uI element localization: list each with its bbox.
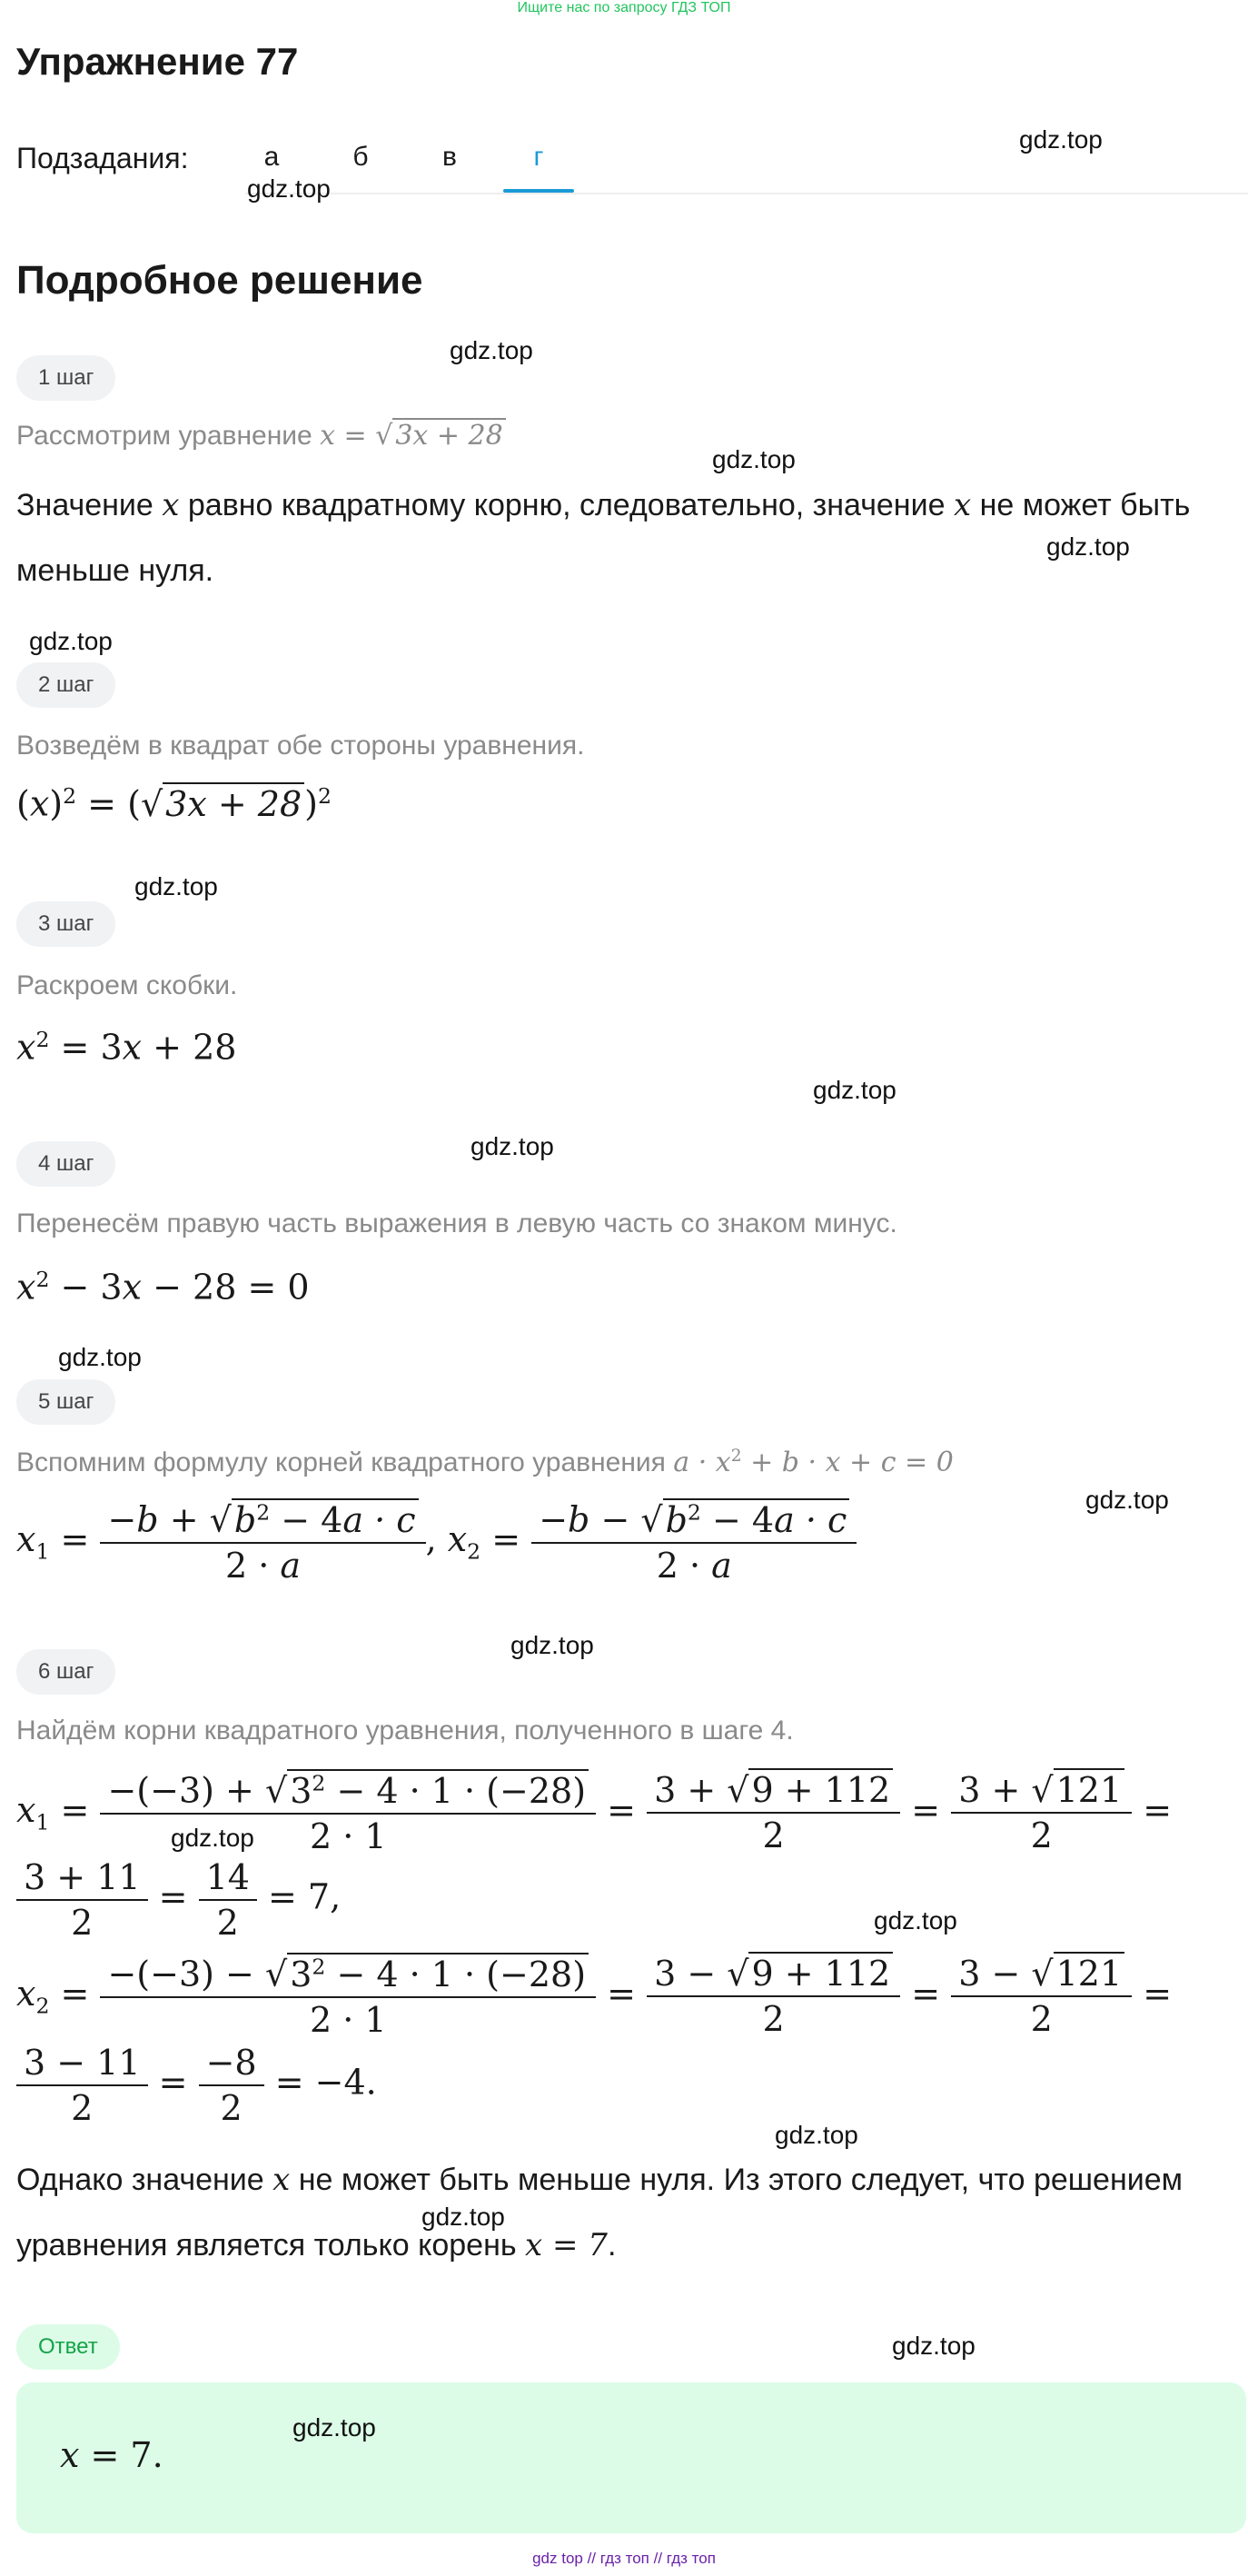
step-4-formula: $x^2 - 3x - 28 = 0$ (16, 1267, 310, 1308)
solution-title: Подробное решение (16, 258, 423, 303)
step-1-text-part3: не может быть меньше нуля. (16, 488, 1191, 588)
step-3-hint: Раскроем скобки. (16, 970, 238, 1000)
step-4-hint: Перенесём правую часть выражения в левую часть со знаком минус. (16, 1208, 897, 1238)
watermark: gdz.top (134, 872, 218, 900)
footer-links[interactable]: gdz top // гдз топ // гдз топ (532, 2550, 716, 2567)
step-1-var-x2: x (953, 487, 972, 523)
conclusion-period: . (607, 2228, 617, 2263)
step-1-var-x: x (162, 487, 180, 523)
watermark: gdz.top (712, 445, 796, 473)
step-2-badge: 2 шаг (16, 662, 115, 708)
step-2-formula: $(x)^2 = (√3x + 28)^2$ (16, 783, 332, 824)
tab-v[interactable]: в (442, 142, 457, 172)
step-1-text-part1: Значение (16, 488, 154, 522)
watermark: gdz.top (171, 1824, 254, 1852)
tab-g[interactable]: г (533, 142, 544, 172)
answer-badge: Ответ (16, 2324, 120, 2370)
tabs-divider (245, 193, 1248, 194)
tab-a[interactable]: а (263, 142, 280, 172)
step-1-badge: 1 шаг (16, 355, 115, 401)
conclusion-root: x = 7 (525, 2227, 608, 2263)
answer-box (16, 2382, 1246, 2533)
page-title: Упражнение 77 (16, 40, 299, 83)
step-1-text-part2: равно квадратному корню, следовательно, значение (187, 488, 946, 522)
step-6-badge: 6 шаг (16, 1649, 115, 1695)
step-6-x1-line1: $x_1$ = $\frac{-(-3) + √3^2 - 4 \cdot 1 \cdot (-28)}{2 \cdot 1}$ = $\frac{3 + √9 + 112}{2}$ = $\frac{3 + √121}{2}$ = (16, 1770, 1173, 1856)
watermark: gdz.top (29, 627, 113, 655)
watermark: gdz.top (470, 1132, 554, 1160)
watermark: gdz.top (450, 336, 533, 364)
watermark: gdz.top (1046, 532, 1130, 561)
watermark: gdz.top (775, 2121, 858, 2149)
watermark: gdz.top (1019, 125, 1103, 154)
watermark: gdz.top (813, 1076, 896, 1104)
step-1-hint (16, 420, 506, 452)
step-1-text (16, 472, 1224, 603)
step-5-badge: 5 шаг (16, 1379, 115, 1425)
step-6-x1-line2: $\frac{3 + 11}{2}$ = $\frac{14}{2}$ = 7, (16, 1857, 341, 1943)
step-6-hint: Найдём корни квадратного уравнения, полученного в шаге 4. (16, 1716, 794, 1746)
step-6-x2-line1: $x_2$ = $\frac{-(-3) - √3^2 - 4 \cdot 1 \cdot (-28)}{2 \cdot 1}$ = $\frac{3 - √9 + 112}{2}$ = $\frac{3 - √121}{2}$ = (16, 1954, 1173, 2040)
watermark: gdz.top (510, 1631, 594, 1659)
step-5-formula: $x_1$ = $\frac{-b + √b^2 - 4a \cdot c}{2 \cdot a}$ , $x_2$ = $\frac{-b - √b^2 - 4a \cdot c}{2 \cdot a}$ (16, 1499, 857, 1586)
watermark: gdz.top (874, 1906, 957, 1934)
step-4-badge: 4 шаг (16, 1141, 115, 1187)
step-5-hint-text: Вспомним формулу корней квадратного уравнения (16, 1447, 666, 1477)
step-1-hint-text: Рассмотрим уравнение (16, 421, 312, 451)
subtasks-label: Подзадания: (16, 142, 189, 174)
watermark: gdz.top (58, 1343, 142, 1371)
step-6-x2-line2: $\frac{3 - 11}{2}$ = $\frac{-8}{2}$ = −4. (16, 2043, 377, 2128)
conclusion-part2: не может быть меньше нуля. Из этого следует, что решением уравнения является только корень (16, 2163, 1183, 2263)
active-tab-indicator (503, 189, 574, 193)
step-5-hint-formula: $a \cdot x^2 + b \cdot x + c = 0$ (673, 1447, 954, 1478)
top-search-banner[interactable]: Ищите нас по запросу ГДЗ ТОП (517, 0, 731, 15)
answer-formula: x = 7. (60, 2435, 163, 2475)
conclusion-part1: Однако значение (16, 2163, 264, 2197)
conclusion-var-x: x (272, 2162, 291, 2198)
conclusion-text (16, 2147, 1224, 2278)
watermark: gdz.top (1085, 1486, 1169, 1514)
watermark: gdz.top (247, 174, 331, 203)
step-2-hint: Возведём в квадрат обе стороны уравнения. (16, 731, 585, 761)
watermark: gdz.top (292, 2413, 376, 2442)
tab-b[interactable]: б (352, 142, 369, 172)
watermark: gdz.top (421, 2203, 505, 2231)
watermark: gdz.top (892, 2332, 976, 2360)
step-3-formula: $x^2 = 3x + 28$ (16, 1027, 237, 1068)
step-3-badge: 3 шаг (16, 901, 115, 947)
step-1-hint-formula: x = √ 3x + 28 (320, 420, 506, 452)
step-5-hint (16, 1447, 954, 1478)
